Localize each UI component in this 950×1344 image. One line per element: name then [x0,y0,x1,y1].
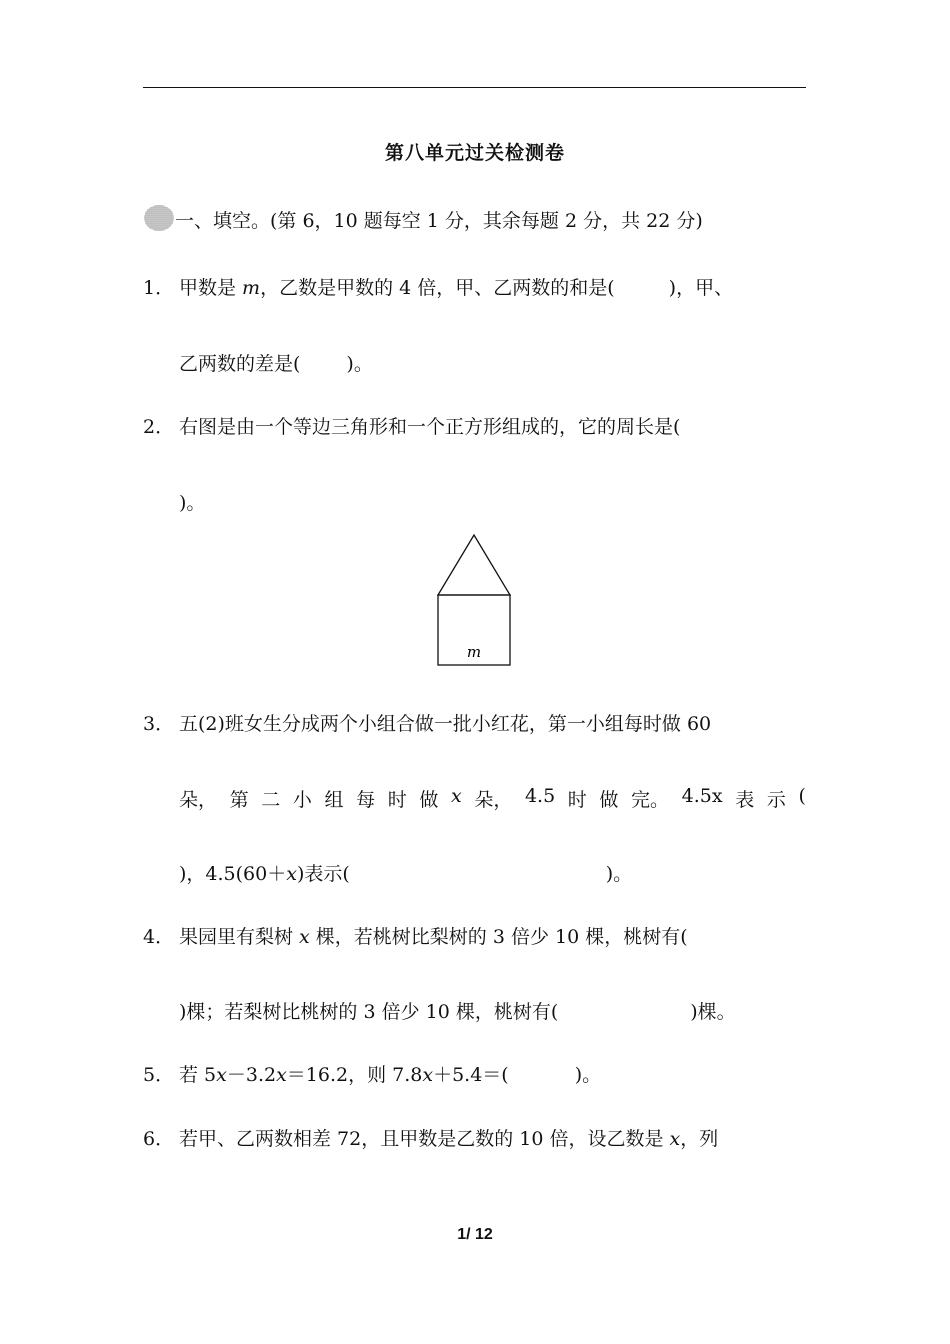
question-number: 5． [143,1064,175,1086]
equilateral-triangle [438,535,510,595]
question-5: 5． 若 5x－3.2x＝16.2，则 7.8x＋5.4＝( )。 [143,1060,601,1087]
question-2-line-2: )。 [179,492,206,514]
house-shape-figure [436,533,512,667]
dotted-stamp-icon [143,203,177,233]
question-4-line-1: 4． 果园里有梨树 x 棵，若桃树比梨树的 3 倍少 10 棵，桃树有( [143,922,688,949]
question-2-line-1: 2． 右图是由一个等边三角形和一个正方形组成的，它的周长是( [143,412,680,439]
question-3-line-3: )，4.5(60＋x)表示( )。 [179,863,633,885]
question-number: 4． [143,926,175,948]
page-number: 1/ 12 [457,1226,493,1243]
question-number: 1． [143,277,175,299]
header-rule [143,87,806,88]
section-heading [143,206,703,237]
question-6: 6． 若甲、乙两数相差 72，且甲数是乙数的 10 倍，设乙数是 x，列 [143,1124,718,1151]
question-number: 3． [143,713,175,735]
question-4-line-2: )棵；若梨树比桃树的 3 倍少 10 棵，桃树有( )棵。 [179,1001,736,1023]
question-1-line-2: 乙两数的差是( )。 [179,353,373,375]
section-label: 一、填空。(第 6，10 题每空 1 分，其余每题 2 分，共 22 分) [175,210,703,232]
side-length-label: m [466,643,482,661]
page-title: 第八单元过关检测卷 [384,142,565,164]
question-number: 6． [143,1128,175,1150]
question-number: 2． [143,416,175,438]
question-3-line-1: 3． 五(2)班女生分成两个小组合做一批小红花，第一小组每时做 60 [143,709,711,736]
question-3-line-2: 朵， 第 二 小 组 每 时 做 x 朵， 4.5 时 做 完。 4.5x 表 示 ( [179,785,806,811]
question-1-line-1: 1． 甲数是 m，乙数是甲数的 4 倍，甲、乙两数的和是( )，甲、 [143,273,733,300]
